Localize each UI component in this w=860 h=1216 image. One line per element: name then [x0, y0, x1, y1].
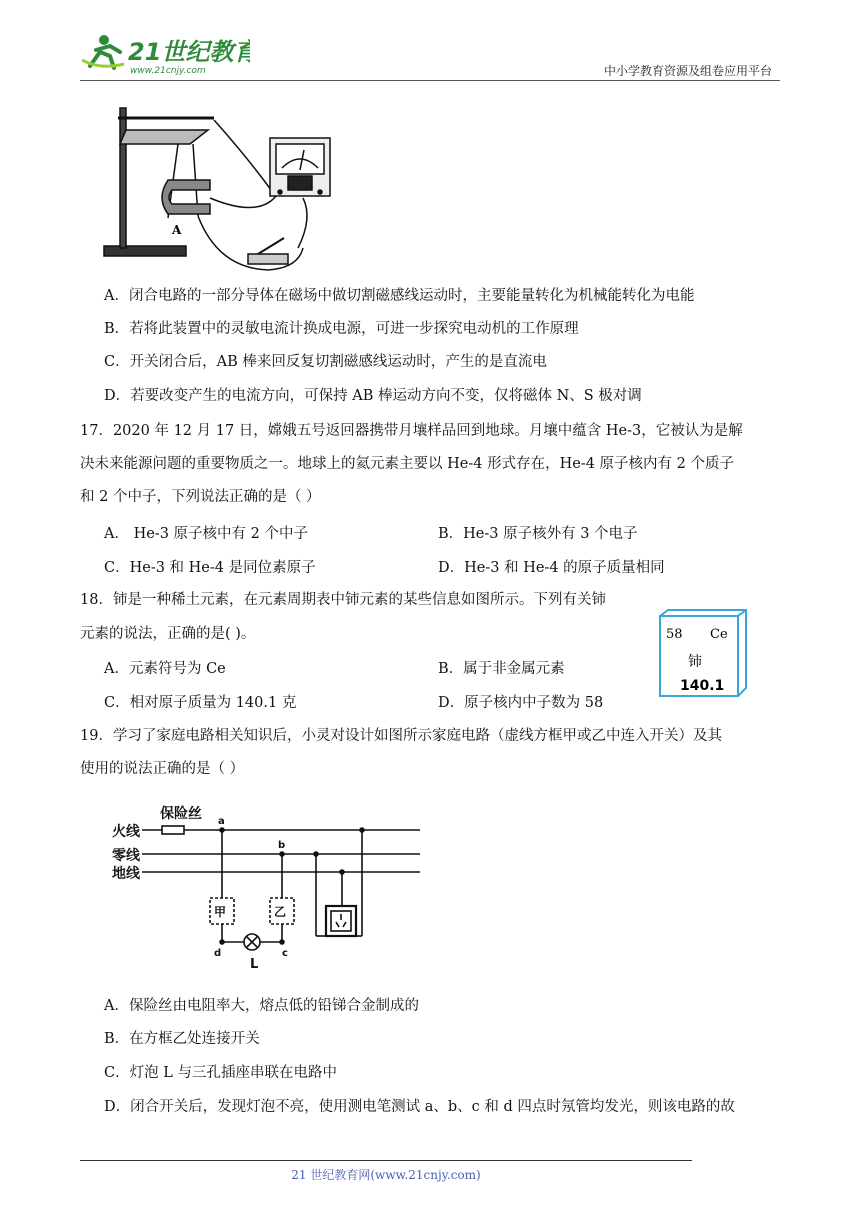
header-divider — [80, 80, 780, 81]
q16-option-b: B．若将此装置中的灵敏电流计换成电源，可进一步探究电动机的工作原理 — [104, 321, 579, 337]
q18-option-c: C．相对原子质量为 140.1 克 — [104, 695, 297, 711]
q16-option-a: A．闭合电路的一部分导体在磁场中做切割磁感线运动时，主要能量转化为机械能转化为电能 — [104, 288, 695, 304]
q19-stem-line-1: 19．学习了家庭电路相关知识后，小灵对设计如图所示家庭电路（虚线方框甲或乙中连入开关）及其 — [80, 728, 722, 744]
q17-option-a: A． He-3 原子核中有 2 个中子 — [104, 526, 308, 542]
element-symbol: Ce — [710, 627, 728, 642]
svg-text:b: b — [278, 840, 286, 851]
neutral-wire-label: 零线 — [112, 848, 140, 864]
svg-text:c: c — [282, 948, 288, 959]
cerium-element-card — [658, 608, 748, 698]
svg-text:www.21cnjy.com: www.21cnjy.com — [130, 66, 206, 76]
site-logo — [80, 30, 250, 76]
element-name: 铈 — [688, 654, 702, 670]
q19-option-b: B．在方框乙处连接开关 — [104, 1031, 260, 1047]
q17-stem-line-3: 和 2 个中子，下列说法正确的是（ ） — [80, 489, 321, 505]
live-wire-label: 火线 — [112, 824, 140, 840]
q18-option-b: B．属于非金属元素 — [438, 661, 565, 677]
q18-option-d: D．原子核内中子数为 58 — [438, 695, 604, 711]
svg-text:d: d — [214, 948, 222, 959]
q18-stem-line-1: 18．铈是一种稀土元素，在元素周期表中铈元素的某些信息如图所示。下列有关铈 — [80, 592, 606, 608]
q19-option-d: D．闭合开关后，发现灯泡不亮，使用测电笔测试 a、b、c 和 d 四点时氖管均发光，则该电路的故 — [104, 1099, 735, 1115]
q16-option-d: D．若要改变产生的电流方向，可保持 AB 棒运动方向不变，仅将磁体 N、S 极对调 — [104, 388, 642, 404]
q17-option-c: C．He-3 和 He-4 是同位素原子 — [104, 560, 316, 576]
q19-stem-line-2: 使用的说法正确的是（ ） — [80, 761, 245, 777]
fuse-label: 保险丝 — [160, 806, 202, 822]
element-number: 58 — [666, 627, 683, 642]
q17-stem-line-2: 决未来能源问题的重要物质之一。地球上的氦元素主要以 He-4 形式存在，He-4 原子核内有 2 个质子 — [80, 456, 734, 472]
q18-option-a: A．元素符号为 Ce — [104, 661, 226, 677]
svg-text:A: A — [172, 223, 182, 237]
induction-apparatus-figure — [98, 98, 338, 278]
footer-divider — [80, 1160, 692, 1161]
box-jia-label: 甲 — [214, 905, 227, 919]
header-platform-text: 中小学教育资源及组卷应用平台 — [603, 64, 772, 78]
household-circuit-figure — [98, 796, 428, 974]
svg-text:a: a — [218, 816, 225, 827]
q17-stem-line-1: 17．2020 年 12 月 17 日，嫦娥五号返回器携带月壤样品回到地球。月壤中蕴含 He-3，它被认为是解 — [80, 423, 743, 439]
q19-option-a: A．保险丝由电阻率大，熔点低的铅锑合金制成的 — [104, 998, 419, 1014]
svg-text:L: L — [250, 957, 259, 972]
q17-option-d: D．He-3 和 He-4 的原子质量相同 — [438, 560, 665, 576]
ground-wire-label: 地线 — [112, 866, 140, 882]
q18-stem-line-2: 元素的说法，正确的是( )。 — [80, 626, 256, 642]
svg-text:21世纪教育: 21世纪教育 — [128, 38, 250, 66]
q19-option-c: C．灯泡 L 与三孔插座串联在电路中 — [104, 1065, 337, 1081]
element-mass: 140.1 — [680, 678, 725, 694]
footer-link[interactable]: 21 世纪教育网(www.21cnjy.com) — [291, 1168, 481, 1182]
q17-option-b: B．He-3 原子核外有 3 个电子 — [438, 526, 638, 542]
runner-icon — [82, 35, 124, 68]
box-yi-label: 乙 — [274, 905, 287, 919]
q16-option-c: C．开关闭合后，AB 棒来回反复切割磁感线运动时，产生的是直流电 — [104, 354, 547, 370]
